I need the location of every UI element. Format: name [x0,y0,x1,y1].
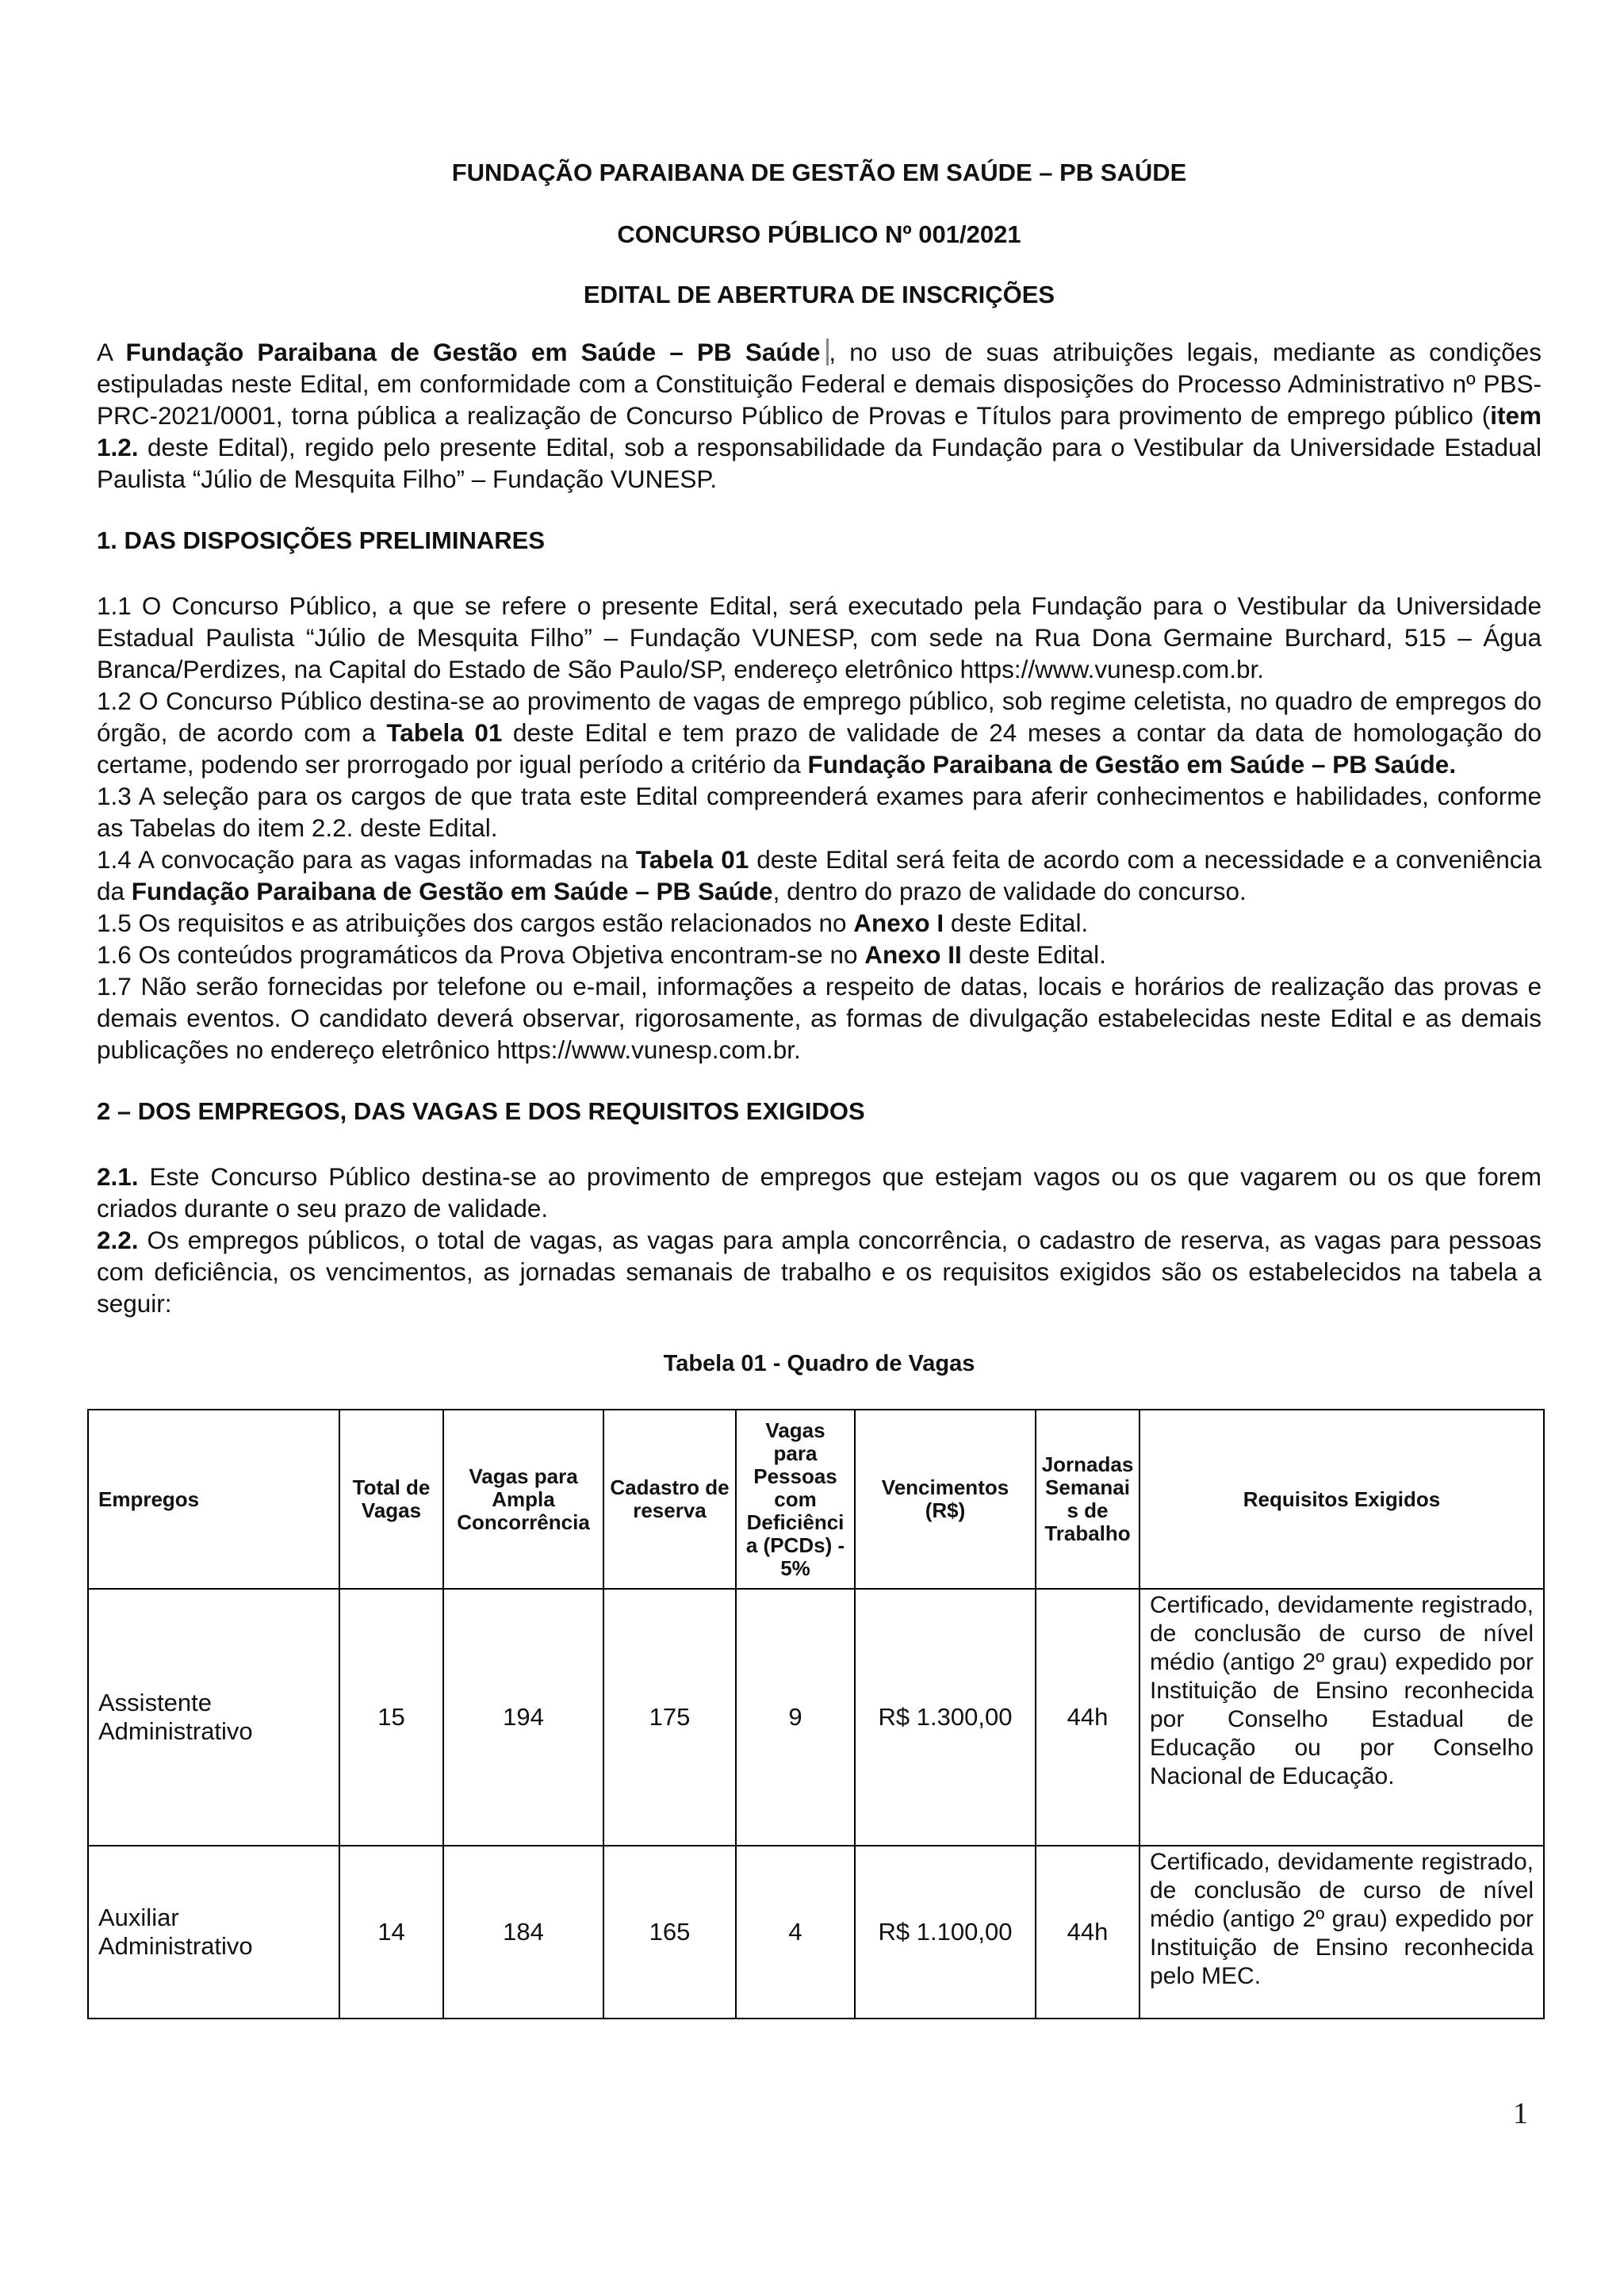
section-1-title: 1. DAS DISPOSIÇÕES PRELIMINARES [97,526,545,554]
document-page [97,159,1542,2019]
paragraph-1-5: 1.5 Os requisitos e as atribuições dos cargos estão relacionados no Anexo I deste Edital. [97,909,1089,937]
cell-total: 14 [339,1846,443,2019]
paragraph-1-4: 1.4 A convocação para as vagas informadas na Tabela 01 deste Edital será feita de acordo com a necessidade e a conveniência da Fundação Paraibana de Gestão em Saúde – PB Saúde, dentro do prazo de validade do concurso. [97,845,1542,905]
edital-title: EDITAL DE ABERTURA DE INSCRIÇÕES [583,281,1055,308]
contest-title: CONCURSO PÚBLICO Nº 001/2021 [617,220,1021,248]
header-vencimentos: Vencimentos (R$) [855,1410,1036,1589]
header-cadastro: Cadastro de reserva [603,1410,736,1589]
header-jornada: Jornadas Semanai s de Trabalho [1036,1410,1139,1589]
vacancy-table [87,1409,1545,2019]
header-ampla: Vagas para Ampla Concorrência [443,1410,603,1589]
paragraph-1-1: 1.1 O Concurso Público, a que se refere o presente Edital, será executado pela Fundação para o Vestibular da Universidade Estadual Paulista “Júlio de Mesquita Filho” – Fundação VUNESP, com sede na Rua Dona Germaine Burchard, 515 – Água Branca/Perdizes, na Capital do Estado de São Paulo/SP, endereço eletrônico https://www.vunesp.com.br. [97,591,1542,683]
cell-ampla: 184 [443,1846,603,2019]
paragraph-1-7: 1.7 Não serão fornecidas por telefone ou e-mail, informações a respeito de datas, locais e horários de realização das provas e demais eventos. O candidato deverá observar, rigorosamente, as formas de divulgação estabelecidas neste Edital e as demais publicações no endereço eletrônico https://www.vunesp.com.br. [97,972,1542,1064]
page-number: 1 [1513,2097,1528,2130]
header-pcd: Vagas para Pessoas com Deficiênci a (PCDs) - 5% [736,1410,855,1589]
cell-vencimentos: R$ 1.100,00 [855,1846,1036,2019]
paragraph-2-2: 2.2. Os empregos públicos, o total de vagas, as vagas para ampla concorrência, o cadastro de reserva, as vagas para pessoas com deficiência, os vencimentos, as jornadas semanais de trabalho e os requisitos exigidos são os estabelecidos na tabela a seguir: [97,1226,1542,1318]
table-header-row [88,1410,1544,1589]
cell-cadastro: 175 [603,1589,736,1846]
header-empregos: Empregos [88,1410,339,1589]
cell-cadastro: 165 [603,1846,736,2019]
cell-jornada: 44h [1036,1846,1139,2019]
section-2-title: 2 – DOS EMPREGOS, DAS VAGAS E DOS REQUISITOS EXIGIDOS [97,1097,865,1125]
paragraph-1-6: 1.6 Os conteúdos programáticos da Prova Objetiva encontram-se no Anexo II deste Edital. [97,940,1106,969]
cell-ampla: 194 [443,1589,603,1846]
table-row [88,1589,1544,1846]
cell-total: 15 [339,1589,443,1846]
paragraph-1-2: 1.2 O Concurso Público destina-se ao provimento de vagas de emprego público, sob regime celetista, no quadro de empregos do órgão, de acordo com a Tabela 01 deste Edital e tem prazo de validade de 24 meses a contar da data de homologação do certame, podendo ser prorrogado por igual período a critério da Fundação Paraibana de Gestão em Saúde – PB Saúde. [97,687,1542,779]
cell-requisitos: Certificado, devidamente registrado, de conclusão de curso de nível médio (antigo 2º grau) expedido por Instituição de Ensino reconhecida pelo MEC. [1139,1846,1544,2019]
header-requisitos: Requisitos Exigidos [1139,1410,1544,1589]
cell-pcd: 4 [736,1846,855,2019]
header-total: Total de Vagas [339,1410,443,1589]
org-title: FUNDAÇÃO PARAIBANA DE GESTÃO EM SAÚDE – PB SAÚDE [451,159,1187,186]
cell-vencimentos: R$ 1.300,00 [855,1589,1036,1846]
cell-emprego: Assistente Administrativo [88,1589,339,1846]
paragraph-2-1: 2.1. Este Concurso Público destina-se ao provimento de empregos que estejam vagos ou os que vagarem ou os que forem criados durante o seu prazo de validade. [97,1162,1542,1223]
paragraph-1-3: 1.3 A seleção para os cargos de que trata este Edital compreenderá exames para aferir conhecimentos e habilidades, conforme as Tabelas do item 2.2. deste Edital. [97,782,1542,842]
cell-pcd: 9 [736,1589,855,1846]
table-caption: Tabela 01 - Quadro de Vagas [663,1351,975,1376]
table-row [88,1846,1544,2019]
intro-paragraph: A Fundação Paraibana de Gestão em Saúde – PB Saúde , no uso de suas atribuições legais, mediante as condições estipuladas neste Edital, em conformidade com a Constituição Federal e demais disposições do Processo Administrativo nº PBS-PRC-2021/0001, torna pública a realização de Concurso Público de Provas e Títulos para provimento de emprego público (item 1.2. deste Edital), regido pelo presente Edital, sob a responsabilidade da Fundação para o Vestibular da Universidade Estadual Paulista “Júlio de Mesquita Filho” – Fundação VUNESP. [97,338,1542,493]
cell-requisitos: Certificado, devidamente registrado, de conclusão de curso de nível médio (antigo 2º grau) expedido por Instituição de Ensino reconhecida por Conselho Estadual de Educação ou por Conselho Nacional de Educação. [1139,1589,1544,1846]
cell-emprego: Auxiliar Administrativo [88,1846,339,2019]
cell-jornada: 44h [1036,1589,1139,1846]
